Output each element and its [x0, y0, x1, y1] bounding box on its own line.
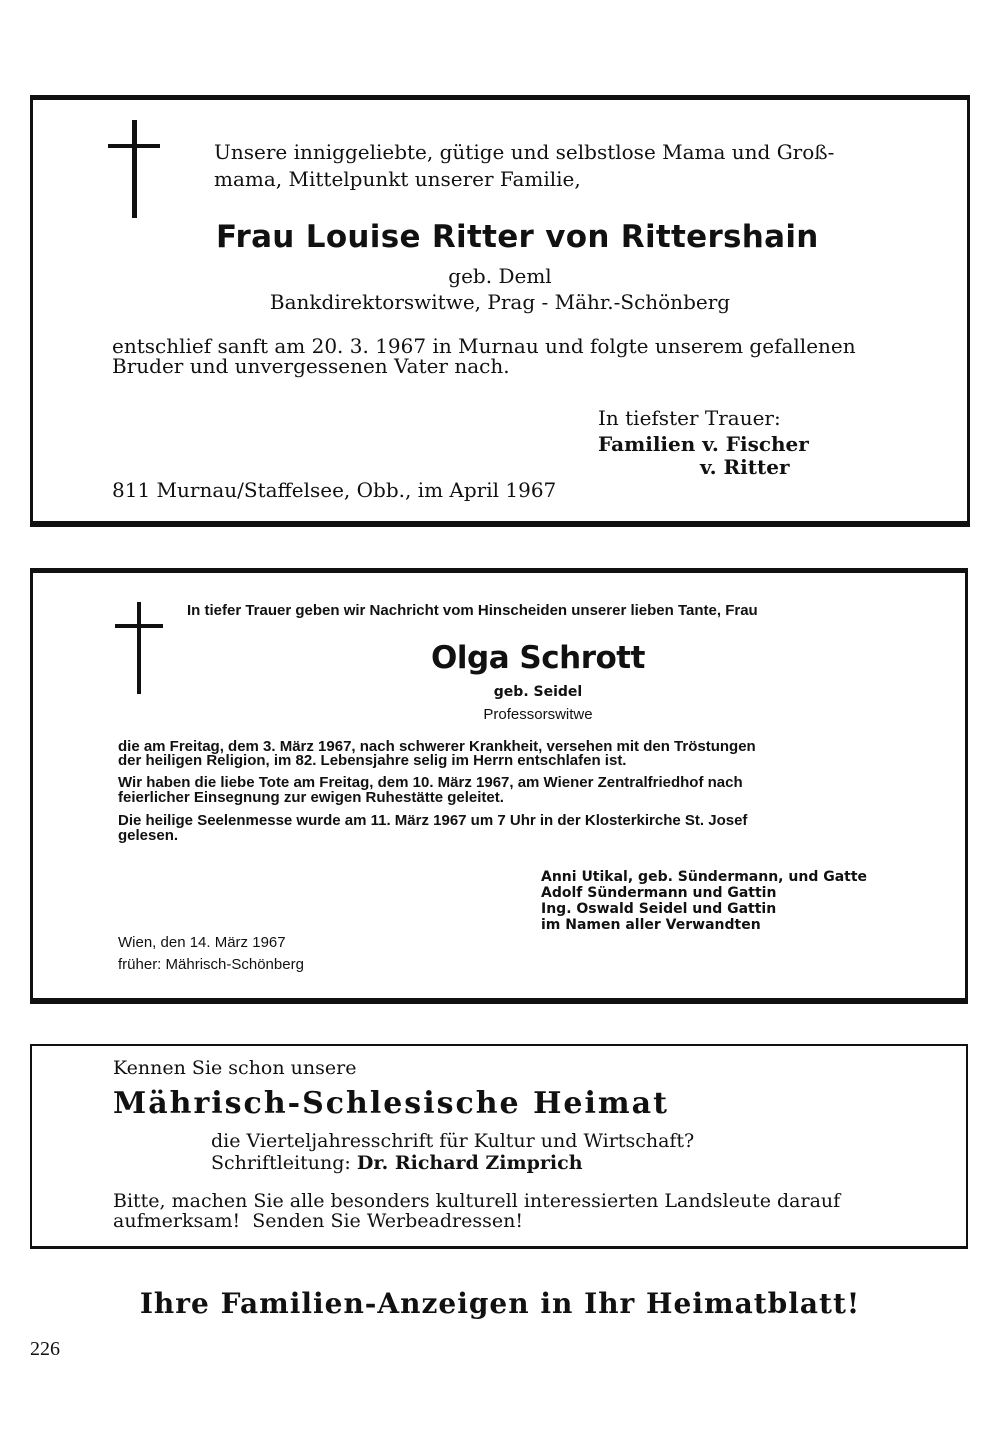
signatories	[541, 869, 867, 933]
intro-line-2: mama, Mittelpunkt unserer Familie,	[214, 167, 581, 191]
para2-line-1: Wir haben die liebe Tote am Freitag, dem 10. März 1967, am Wiener Zentralfriedhof nach	[118, 774, 743, 791]
journal-description: die Vierteljahresschrift für Kultur und Wirtschaft?	[211, 1130, 695, 1152]
maiden-name: geb. Seidel	[493, 684, 583, 700]
ad-question: Kennen Sie schon unsere	[113, 1057, 357, 1079]
editor-line	[211, 1153, 583, 1173]
former-residence: früher: Mährisch-Schönberg	[118, 956, 304, 973]
family-line-1: Familien v. Fischer	[598, 432, 809, 456]
intro-line: In tiefer Trauer geben wir Nachricht vom Hinscheiden unserer lieben Tante, Frau	[187, 602, 758, 619]
appeal-line-2: aufmerksam! Senden Sie Werbeadressen!	[113, 1210, 523, 1232]
para2-line-2: feierlicher Einsegnung zur ewigen Ruhestätte geleitet.	[118, 789, 504, 806]
para3-line-2: gelesen.	[118, 827, 179, 844]
mourning-label: In tiefster Trauer:	[598, 406, 781, 430]
place-date: Wien, den 14. März 1967	[118, 934, 286, 951]
cross-icon	[108, 120, 160, 218]
deceased-title: Bankdirektorswitwe, Prag - Mähr.-Schönberg	[269, 290, 731, 314]
footer-slogan: Ihre Familien-Anzeigen in Ihr Heimatblatt!	[139, 1287, 861, 1320]
maiden-name: geb. Deml	[448, 264, 552, 288]
intro-line-1: Unsere inniggeliebte, gütige und selbstlose Mama und Groß-	[214, 140, 835, 164]
para1-line-2: der heiligen Religion, im 82. Lebensjahre selig im Herrn entschlafen ist.	[118, 752, 627, 769]
signatory-line: Anni Utikal, geb. Sündermann, und Gatte	[541, 869, 868, 885]
appeal-line-1: Bitte, machen Sie alle besonders kulturell interessierten Landsleute darauf	[113, 1190, 841, 1212]
deceased-title: Professorswitwe	[483, 706, 593, 723]
body-line-1: entschlief sanft am 20. 3. 1967 in Murnau und folgte unserem gefallenen	[112, 334, 856, 358]
signatory-line: im Namen aller Verwandten	[541, 917, 761, 933]
deceased-name: Olga Schrott	[431, 640, 645, 676]
signatory-line: Adolf Sündermann und Gattin	[541, 885, 777, 901]
family-line-2: v. Ritter	[700, 455, 790, 479]
body-line-2: Bruder und unvergessenen Vater nach.	[112, 354, 510, 378]
place-date: 811 Murnau/Staffelsee, Obb., im April 1967	[112, 478, 557, 502]
page-number: 226	[30, 1338, 60, 1360]
para3-line-1: Die heilige Seelenmesse wurde am 11. März 1967 um 7 Uhr in der Klosterkirche St. Josef	[118, 812, 748, 829]
signatory-line: Ing. Oswald Seidel und Gattin	[541, 901, 777, 917]
editor-label: Schriftleitung:	[211, 1152, 351, 1174]
deceased-name: Frau Louise Ritter von Rittershain	[216, 219, 819, 255]
para1-line-1: die am Freitag, dem 3. März 1967, nach schwerer Krankheit, versehen mit den Tröstungen	[118, 738, 756, 755]
editor-name: Dr. Richard Zimprich	[356, 1152, 583, 1174]
journal-title: Mährisch-Schlesische Heimat	[113, 1086, 669, 1121]
